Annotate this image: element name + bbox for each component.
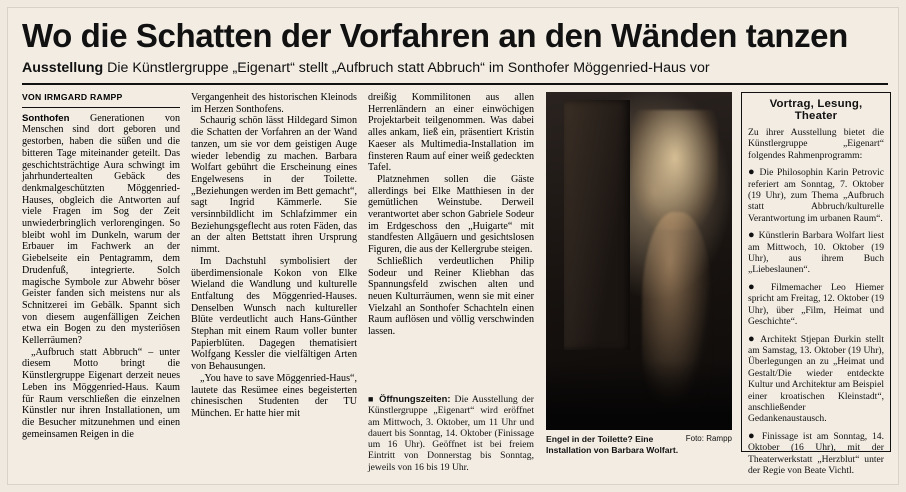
sidebar-title: Vortrag, Lesung, Theater: [769, 98, 863, 122]
opening-hours-label: Öffnungszeiten:: [379, 393, 451, 404]
sidebar-item-label: Filmemacher Leo Hiemer spricht am Freitag, 12. Oktober (19 Uhr), über „Film, Heimat und Geschichte“.: [748, 281, 884, 328]
bullet-icon: ●: [748, 166, 756, 179]
bullet-icon: ●: [748, 429, 758, 442]
sidebar-item: [748, 431, 884, 477]
article-column-1: [22, 92, 180, 440]
paragraph: Vergangenheit des historischen Kleinods im Herzen Sonthofens.: [191, 92, 357, 115]
photo-credit: Foto: Rampp: [685, 434, 732, 443]
sidebar-intro: Zu ihrer Ausstellung bietet die Künstlergruppe „Eigenart“ folgendes Rahmenprogramm:: [748, 127, 884, 161]
byline: VON IRMGARD RAMPP: [22, 92, 123, 102]
sidebar-item-label: Künstlerin Barbara Wolfart liest am Mittwoch, 10. Oktober (19 Uhr), aus ihrem Buch „Liebeslaunen“.: [748, 230, 884, 276]
article-photo-block: [546, 92, 732, 455]
paragraph: „Aufbruch statt Abbruch“ – unter diesem Motto bringt die Künstlergruppe Eigenart derzeit neues Leben ins Möggenried-Haus. Kaum für Raum verschließen die einzelnen Künstler nur ihren Installationen, um die Besucher mitzunehmen und einen gemeinsamen Reigen in die: [22, 346, 180, 440]
photo-caption-text: Engel in der Toilette? Eine Installation von Barbara Wolfart.: [546, 434, 679, 455]
subheadline: [22, 60, 888, 77]
subheadline-kicker: Ausstellung: [22, 60, 104, 76]
paragraph: [22, 113, 180, 347]
dateline: Sonthofen: [22, 112, 70, 124]
photo-door: [564, 100, 630, 350]
subheadline-text: Die Künstlergruppe „Eigenart“ stellt „Aufbruch statt Abbruch“ im Sonthofer Möggenried-Haus vor: [107, 60, 710, 76]
opening-hours-note: [368, 393, 534, 473]
bullet-icon: ●: [748, 332, 757, 345]
sidebar-item: [748, 230, 884, 276]
byline-divider: [22, 107, 180, 108]
sidebar-item: [748, 167, 884, 224]
square-bullet-icon: ■: [368, 394, 376, 404]
paragraph: Schaurig schön lässt Hildegard Simon die Schatten der Vorfahren an der Wand tanzen, um sie vor dem geistigen Auge wieder lebendig zu machen. Barbara Wolfart gebührt die Erscheinung eines Engelwesens in der Toilette. „Beziehungen werden im Bett gemacht“, sagt Ingrid Kämmerle. Sie versinnbildlicht im Schlafzimmer ein Beziehungsgeflecht aus roten Fäden, das an der alten Bettstatt ihren Ursprung nimmt.: [191, 115, 357, 256]
paragraph: dreißig Kommilitonen aus allen Herrenländern an einer einwöchigen Projektarbeit teilgenommen. Was dabei alles ankam, ließ ein, präsentiert Kristin Kaeser als Multimedia-Installation im finsteren Raum auf einer weiß gedeckten Tafel.: [368, 92, 534, 174]
photo-caption: [546, 434, 732, 455]
header-divider: [22, 83, 888, 85]
sidebar-item: [748, 334, 884, 425]
photo-floor: [546, 360, 732, 430]
paragraph: Platznehmen sollen die Gäste allerdings bei Elke Matthiesen in der gemütlichen Weinstube. Derweil verantwortet aber schon Gabriele Sodeur im Erdgeschoss den „Huigarte“ mit standfesten Allgäuern und gesichtslosen Figuren, die aus der Kellergrube steigen.: [368, 173, 534, 256]
sidebar-program-box: [741, 92, 891, 476]
bullet-icon: ●: [748, 229, 756, 242]
photo-installation-angel: [546, 92, 732, 430]
paragraph: Im Dachstuhl symbolisiert der überdimensionale Kokon von Elke Wieland die Wandlung und kulturelle Entfaltung des Möggenried-Hauses. Denselben Wunsch nach kultureller Blüte verdeutlicht auch Hans-Günther Stephan mit einem Raum voller bunter Papierblüten. Dagegen thematisiert Wolfgang Kessler die vielfältigen Arten von Behausungen.: [191, 255, 357, 373]
paragraph-text: Generationen von Menschen sind dort geboren und gestorben, haben die süßen und die bitteren Tage miteinander geteilt. Das geschichtsträchtige Aura schwingt im jahrhundertealten Gebäck des denkmalgeschützten Möggenried-Hauses, obgleich die Antworten auf viele Fragen im Sog der Zeit unwiederbringlich verlorengingen. So bleibt wohl im Dunkeln, warum der Erbauer im Fachwerk an der Giebelseite ein Pentagramm, dem Drudenfuß, integrierte. Solch magische Symbole zur Abwehr böser Geister fanden sich meistens nur als Schnitzerei im Gebälk. Spannt sich von diesem augenfälligen Zeichen etwa ein Bogen zu den mysteriösen Kellerräumen?: [22, 112, 180, 347]
paragraph: Schließlich verdeutlichen Philip Sodeur und Reiner Kliebhan das Spannungsfeld zwischen alten und neuen Kulturräumen, wenn sie mit einer Vielzahl an Sonthofer Schachteln einen Raum auflösen und völlig verschwinden lassen.: [368, 255, 534, 338]
sidebar-item-label: Finissage ist am Sonntag, 14. Oktober (16 Uhr), mit der Theaterwerkstatt „Herzblut“ unter der Regie von Beate Vichtl.: [748, 430, 884, 476]
sidebar-item-label: Die Philosophin Karin Petrovic referiert am Sonntag, 7. Oktober (19 Uhr), zum Thema „Aufbruch statt Abbruch/kulturelle Verantwortung im urbanen Raum“.: [748, 167, 884, 224]
sidebar-item-label: Architekt Stjepan Đurkin stellt am Samstag, 13. Oktober (19 Uhr), Überlegungen an zu „Heimat und Gestalt/Die wieder entdeckte Kultur und Architektur am Beispiel einer kroatischen Kleinstadt“, anschließender Gedankenaustausch.: [748, 333, 884, 425]
paragraph: „You have to save Möggenried-Haus“, lautete das Resümee eines begeisterten chinesischen Studenten der TU München. Er hatte hier mit: [191, 372, 357, 419]
article-column-2: [191, 92, 357, 420]
article-column-3: [368, 92, 534, 338]
article-sheet: [8, 8, 898, 484]
opening-hours-text: Die Ausstellung der Künstlergruppe „Eigenart“ wird eröffnet am Mittwoch, 3. Oktober, um 11 Uhr und dauert bis Sonntag, 14. Oktober (Finissage um 16 Uhr). Geöffnet ist bei freiem Eintritt von Donnerstag bis Sonntag, jeweils von 16 bis 19 Uhr.: [368, 394, 535, 473]
bullet-icon: ●: [748, 280, 762, 293]
sidebar-item: [748, 282, 884, 328]
page-title: Wo die Schatten der Vorfahren an den Wänden tanzen: [22, 17, 848, 54]
